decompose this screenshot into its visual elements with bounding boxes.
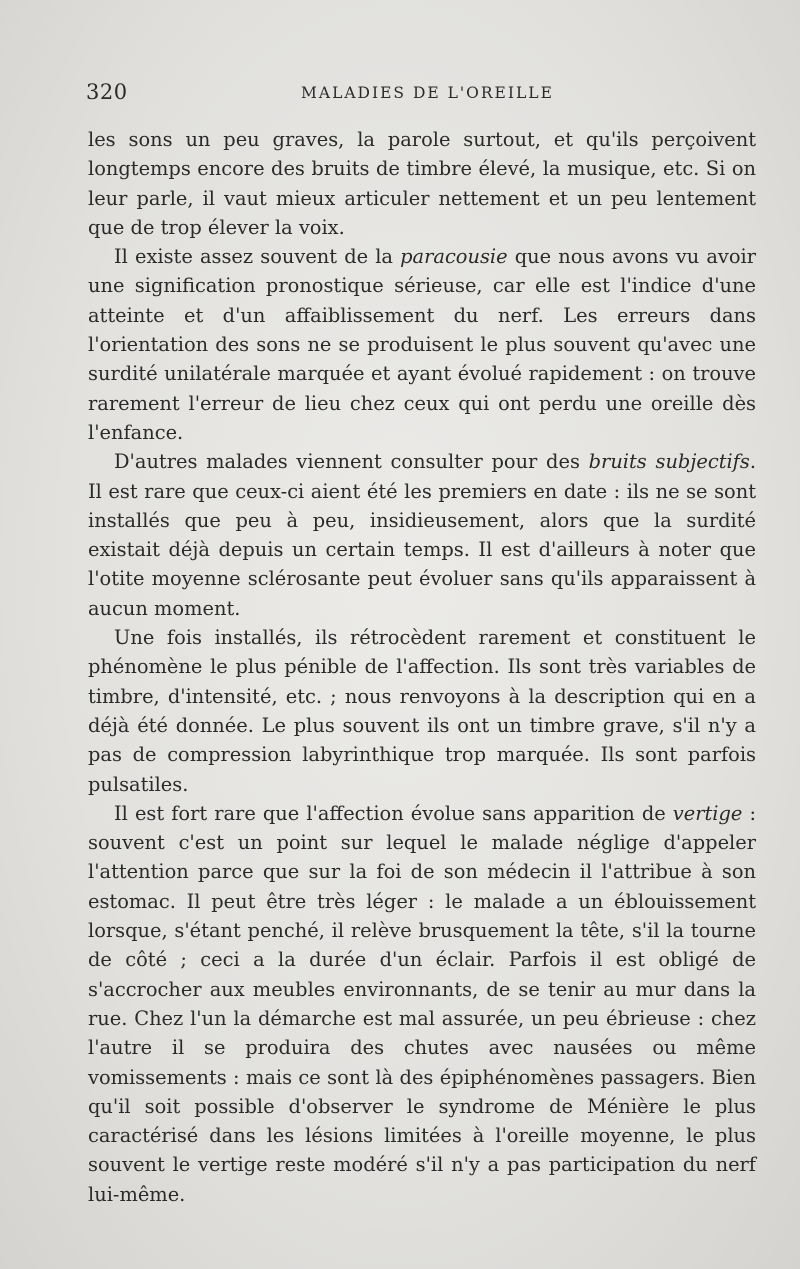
page-header — [86, 76, 756, 106]
paragraph-5-text-b: : souvent c'est un point sur lequel le malade néglige d'appeler l'attention parce que sur la foi de son médecin il l'attribue à son estomac. Il peut être très léger : le malade a un éblouissement lorsque, s'étant penché, il relève brusquement la tête, s'il la tourne de côté ; ceci a la durée d'un éclair. Parfois il est obligé de s'accrocher aux meubles environnants, de se tenir au mur dans la rue. Chez l'un la démarche est mal assurée, un peu ébrieuse : chez l'autre il se produira des chutes avec nausées ou même vomissements : mais ce sont là des épiphénomènes passagers. Bien qu'il soit possible d'observer le syndrome de Ménière le plus caractérisé dans les lésions limitées à l'oreille moyenne, le plus souvent le vertige reste modéré s'il n'y a pas participation du nerf lui-même. — [88, 801, 757, 1206]
term-bruits-subjectifs: bruits subjectifs — [588, 450, 750, 474]
paragraph-4 — [88, 623, 756, 799]
paragraph-1 — [88, 125, 756, 242]
paragraph-4-text: Une fois installés, ils rétrocèdent rarement et constituent le phénomène le plus pénible de l'affection. Ils sont très variables de timbre, d'intensité, etc. ; nous renvoyons à la description qui en a déjà été donnée. Le plus souvent ils ont un timbre grave, s'il n'y a pas de compression labyrinthique trop marquée. Ils sont parfois pulsatiles. — [88, 626, 756, 796]
paragraph-2 — [88, 242, 756, 447]
paragraph-3 — [88, 447, 756, 623]
paragraph-3-text-b: . Il est rare que ceux-ci aient été les premiers en date : ils ne se sont installés que peu à peu, insidieusement, alors que la surdité existait déjà depuis un certain temps. Il est d'ailleurs à noter que l'otite moyenne sclérosante peut évoluer sans qu'ils apparaissent à aucun moment. — [88, 450, 756, 620]
paragraph-3-text-a: D'autres malades viennent consulter pour des — [114, 450, 589, 474]
paragraph-1-text: les sons un peu graves, la parole surtout, et qu'ils perçoivent longtemps encore des bruits de timbre élevé, la musique, etc. Si on leur parle, il vaut mieux articuler nettement et un peu lentement que de trop élever la voix. — [88, 128, 756, 239]
term-vertige: vertige — [672, 801, 743, 825]
page-number: 320 — [86, 80, 128, 104]
paragraph-5 — [88, 799, 756, 1209]
paragraph-2-text-a: Il existe assez souvent de la — [114, 245, 401, 269]
term-paracousie: paracousie — [400, 245, 508, 269]
body-text — [88, 125, 756, 1209]
paragraph-2-text-b: que nous avons vu avoir une signification pronostique sérieuse, car elle est l'indice d'une atteinte et d'un affaiblissement du nerf. Les erreurs dans l'orientation des sons ne se produisent le plus souvent qu'avec une surdité unilatérale marquée et ayant évolué rapidement : on trouve rarement l'erreur de lieu chez ceux qui ont perdu une oreille dès l'enfance. — [88, 245, 756, 444]
running-head: MALADIES DE L'OREILLE — [301, 84, 554, 102]
paragraph-5-text-a: Il est fort rare que l'affection évolue sans apparition de — [114, 801, 673, 825]
